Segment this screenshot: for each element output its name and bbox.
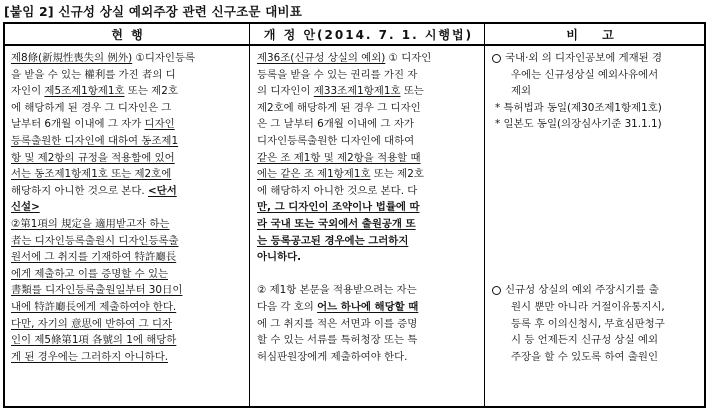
text-run: 또는 제2호	[124, 85, 178, 98]
text-line	[11, 183, 247, 200]
text-line	[11, 133, 247, 150]
header-note: 비 고	[486, 24, 704, 46]
notes-column	[491, 50, 703, 365]
text-line: 원시 뿐만 아니라 거절이유통지시,	[511, 300, 665, 313]
document-title: [붙임 2] 신규성 상실 예외주장 관련 신구조문 대비표	[4, 4, 303, 19]
text-run: 에는	[257, 168, 281, 181]
text-run: 같은 조 제1항제1호	[280, 168, 371, 181]
text-run: 동조제1항제1호	[34, 168, 108, 181]
text-run: 또는 제2호에	[107, 168, 172, 181]
text-line: 내에 特許廳長에게 제출하여야 한다.	[11, 300, 177, 313]
spacer-line	[491, 249, 703, 266]
text-run: <단서	[147, 184, 177, 197]
text-line: 허심판원장에게 제출하여야 한다.	[257, 350, 408, 363]
text-line: 에 해당하게 된 경우 그 디자인은 그	[11, 101, 172, 114]
text-run: ① 디자인	[385, 52, 432, 64]
comparison-table	[3, 22, 706, 408]
text-run: 인이	[11, 334, 35, 347]
text-line: 항 및 제2항의 규정을 적용함에 있어	[11, 151, 175, 164]
header-current: 현 행	[5, 24, 251, 46]
spacer-line	[491, 199, 703, 216]
text-run: 다음 각 호의	[257, 300, 318, 313]
text-line: * 특허법과 동일(제30조제1항제1호)	[495, 101, 662, 114]
text-line: ② 제1항 본문을 적용받으려는 자는	[257, 284, 417, 297]
text-line: 을 받을 수 있는 權利를 가진 者의 디	[11, 68, 176, 81]
text-line: 시 등 언제든지 신규성 상실 예외	[511, 334, 658, 347]
text-line: 제2호에 해당하게 된 경우 그 디자인	[257, 101, 421, 114]
note-bullet	[491, 282, 703, 299]
text-run: 제33조제1항제1호	[313, 85, 401, 98]
text-run: 서는	[11, 168, 35, 181]
text-line: 등록을 받을 수 있는 권리를 가진 자	[257, 68, 418, 81]
text-run: 에 해당하	[132, 334, 177, 347]
text-run: 또는 제2호	[370, 168, 424, 181]
column-divider	[484, 24, 485, 406]
text-line: 등록 후 이의신청시, 무효심판청구	[511, 317, 665, 330]
spacer-line	[491, 150, 703, 167]
text-line: 아니하다.	[257, 251, 302, 264]
text-line	[257, 50, 479, 67]
text-run: 제5조제1항제1호	[44, 85, 125, 98]
text-line	[257, 166, 479, 183]
text-run: 디자인	[144, 118, 175, 131]
text-line: 디자인등록출원한 디자인에 대하여	[257, 134, 415, 147]
text-line: 만, 그 디자인이 조약이나 법률에 따	[257, 201, 420, 214]
text-run: ①디자인등록	[132, 52, 196, 64]
text-run: 등록출원한 디자인에 대하여	[11, 134, 142, 147]
spacer-line	[491, 216, 703, 233]
text-line: 주장을 할 수 있도록 하여 출원인	[511, 350, 658, 363]
spacer-line	[491, 233, 703, 250]
column-divider	[249, 24, 250, 406]
text-run: 국내·외 의 디자인공보에 게재된 경	[505, 52, 663, 64]
spacer-line	[491, 183, 703, 200]
circle-bullet-icon	[492, 286, 501, 295]
text-line: 書類를 디자인등록출원일부터 30日이	[11, 284, 183, 297]
text-line: 에 해당하지 아니한 것으로 본다. 다	[257, 184, 418, 197]
current-law-column	[11, 50, 247, 365]
text-line	[11, 50, 247, 67]
text-line: 신설>	[11, 201, 40, 214]
text-line: 는 등록공고된 경우에는 그러하지	[257, 234, 409, 247]
text-run: 해당하지 아니한 것으로 본다.	[11, 184, 148, 197]
text-line	[257, 299, 479, 316]
text-line	[11, 332, 247, 349]
text-run: 의 디자인이	[257, 85, 314, 98]
text-line	[11, 116, 247, 133]
revised-law-column	[257, 50, 479, 365]
text-line	[257, 83, 479, 100]
text-line	[11, 166, 247, 183]
text-run: 제5條第1項 各號의 1	[34, 334, 133, 347]
text-line: 원서에 그 취지를 기재하여 特許廳長	[11, 251, 177, 264]
note-bullet	[491, 50, 703, 67]
text-line: * 일본도 동일(의장심사기준 31.1.1)	[495, 118, 662, 131]
text-line: 에게 제출하고 이를 증명할 수 있는	[11, 267, 169, 280]
header-revised: 개 정 안(2014. 7. 1. 시행법)	[251, 24, 486, 46]
text-line	[11, 83, 247, 100]
spacer-line	[257, 266, 479, 283]
spacer-line	[491, 166, 703, 183]
circle-bullet-icon	[492, 54, 501, 63]
text-line: ②第1項의 規定을 適用받고자 하는	[11, 217, 170, 230]
text-line: 라 국내 또는 국외에서 출원공개 또	[257, 217, 416, 230]
spacer-line	[491, 133, 703, 150]
text-line: 게 된 경우에는 그러하지 아니하다.	[11, 350, 169, 363]
text-line: 우에는 신규성상실 예외사유에서	[511, 68, 659, 81]
text-run: 날부터 6개월 이내에 그 자가	[11, 118, 145, 131]
text-line: 같은 조 제1항 및 제2항을 적용할 때	[257, 151, 421, 164]
text-run: 동조제1	[141, 134, 179, 147]
text-line: 은 그 날부터 6개월 이내에 그 자가	[257, 118, 414, 131]
text-run: 신규성 상실의 예외 주장시기를 출	[505, 284, 659, 297]
text-line: 에 그 취지를 적은 서면과 이를 증명	[257, 317, 418, 330]
text-line: 제외	[511, 85, 532, 98]
text-line: 者는 디자인등록출원시 디자인등록출	[11, 234, 179, 247]
article-heading: 제8條(新規性喪失의 例外)	[11, 52, 133, 64]
text-run: 또는	[400, 85, 424, 98]
article-heading: 제36조(신규성 상실의 예외)	[257, 52, 386, 64]
text-run: 어느 하나에 해당할 때	[317, 300, 419, 313]
spacer-line	[491, 266, 703, 283]
text-run: 자인이	[11, 85, 45, 98]
text-line: 할 수 있는 서류를 특허청장 또는 특	[257, 334, 418, 347]
text-line: 다만, 자기의 意思에 반하여 그 디자	[11, 317, 173, 330]
